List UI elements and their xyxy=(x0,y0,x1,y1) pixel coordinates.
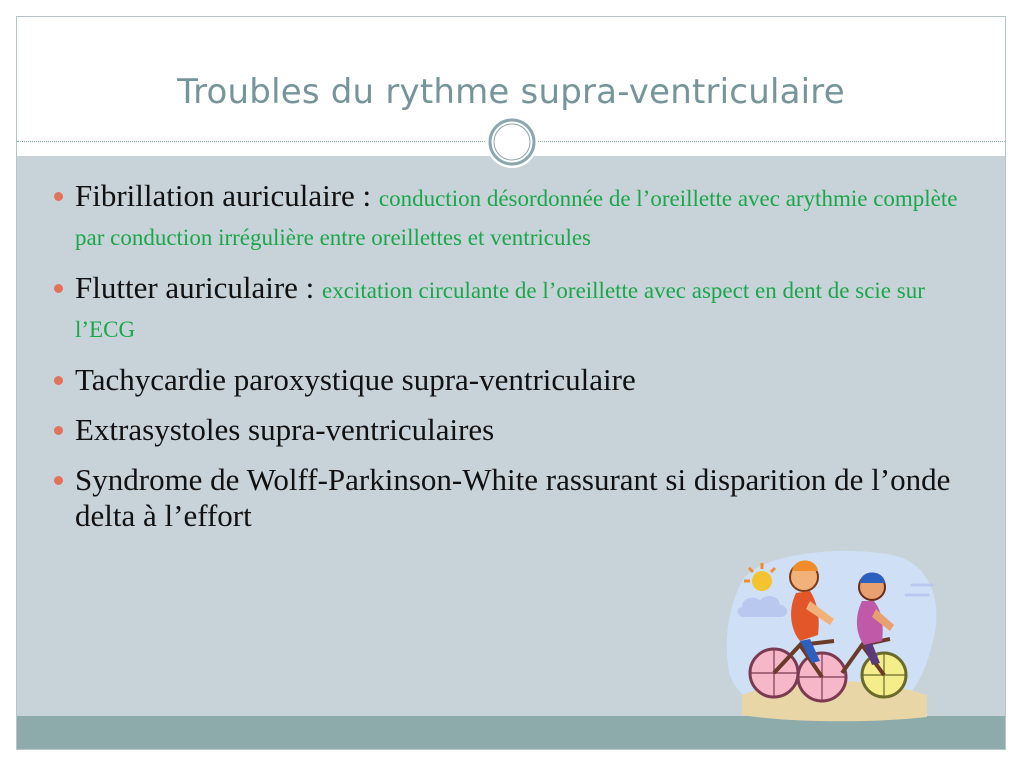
bullet-marker-icon xyxy=(54,192,63,201)
bullet-heading: Tachycardie paroxystique supra-ventriculaire xyxy=(75,362,636,397)
bullet-item-flutter xyxy=(50,270,975,348)
circle-ornament-icon xyxy=(484,114,540,170)
bullet-marker-icon xyxy=(54,426,63,435)
bullet-marker-icon xyxy=(54,284,63,293)
bullet-list xyxy=(50,178,975,548)
bullet-heading: Extrasystoles supra-ventriculaires xyxy=(75,412,495,447)
bullet-item-fibrillation xyxy=(50,178,975,256)
cyclists-tandem-clipart-icon xyxy=(722,545,942,725)
bullet-marker-icon xyxy=(54,376,63,385)
slide-title: Troubles du rythme supra-ventriculaire xyxy=(177,72,845,112)
bullet-item-tachycardie xyxy=(50,362,975,398)
bullet-detail: excitation circulante de l’oreillette avec aspect en dent de scie sur l’ECG xyxy=(75,278,925,342)
bullet-detail: conduction désordonnée de l’oreillette avec arythmie complète par conduction irrégulière entre oreillettes et ventricules xyxy=(75,186,958,250)
bullet-heading: Flutter auriculaire : xyxy=(75,270,323,305)
bullet-item-extrasystoles xyxy=(50,412,975,448)
bullet-heading: Fibrillation auriculaire : xyxy=(75,178,379,213)
bullet-marker-icon xyxy=(54,476,63,485)
bullet-heading: Syndrome de Wolff-Parkinson-White rassurant si disparition de l’onde delta à l’effort xyxy=(75,462,951,533)
bullet-item-wpw xyxy=(50,462,975,534)
